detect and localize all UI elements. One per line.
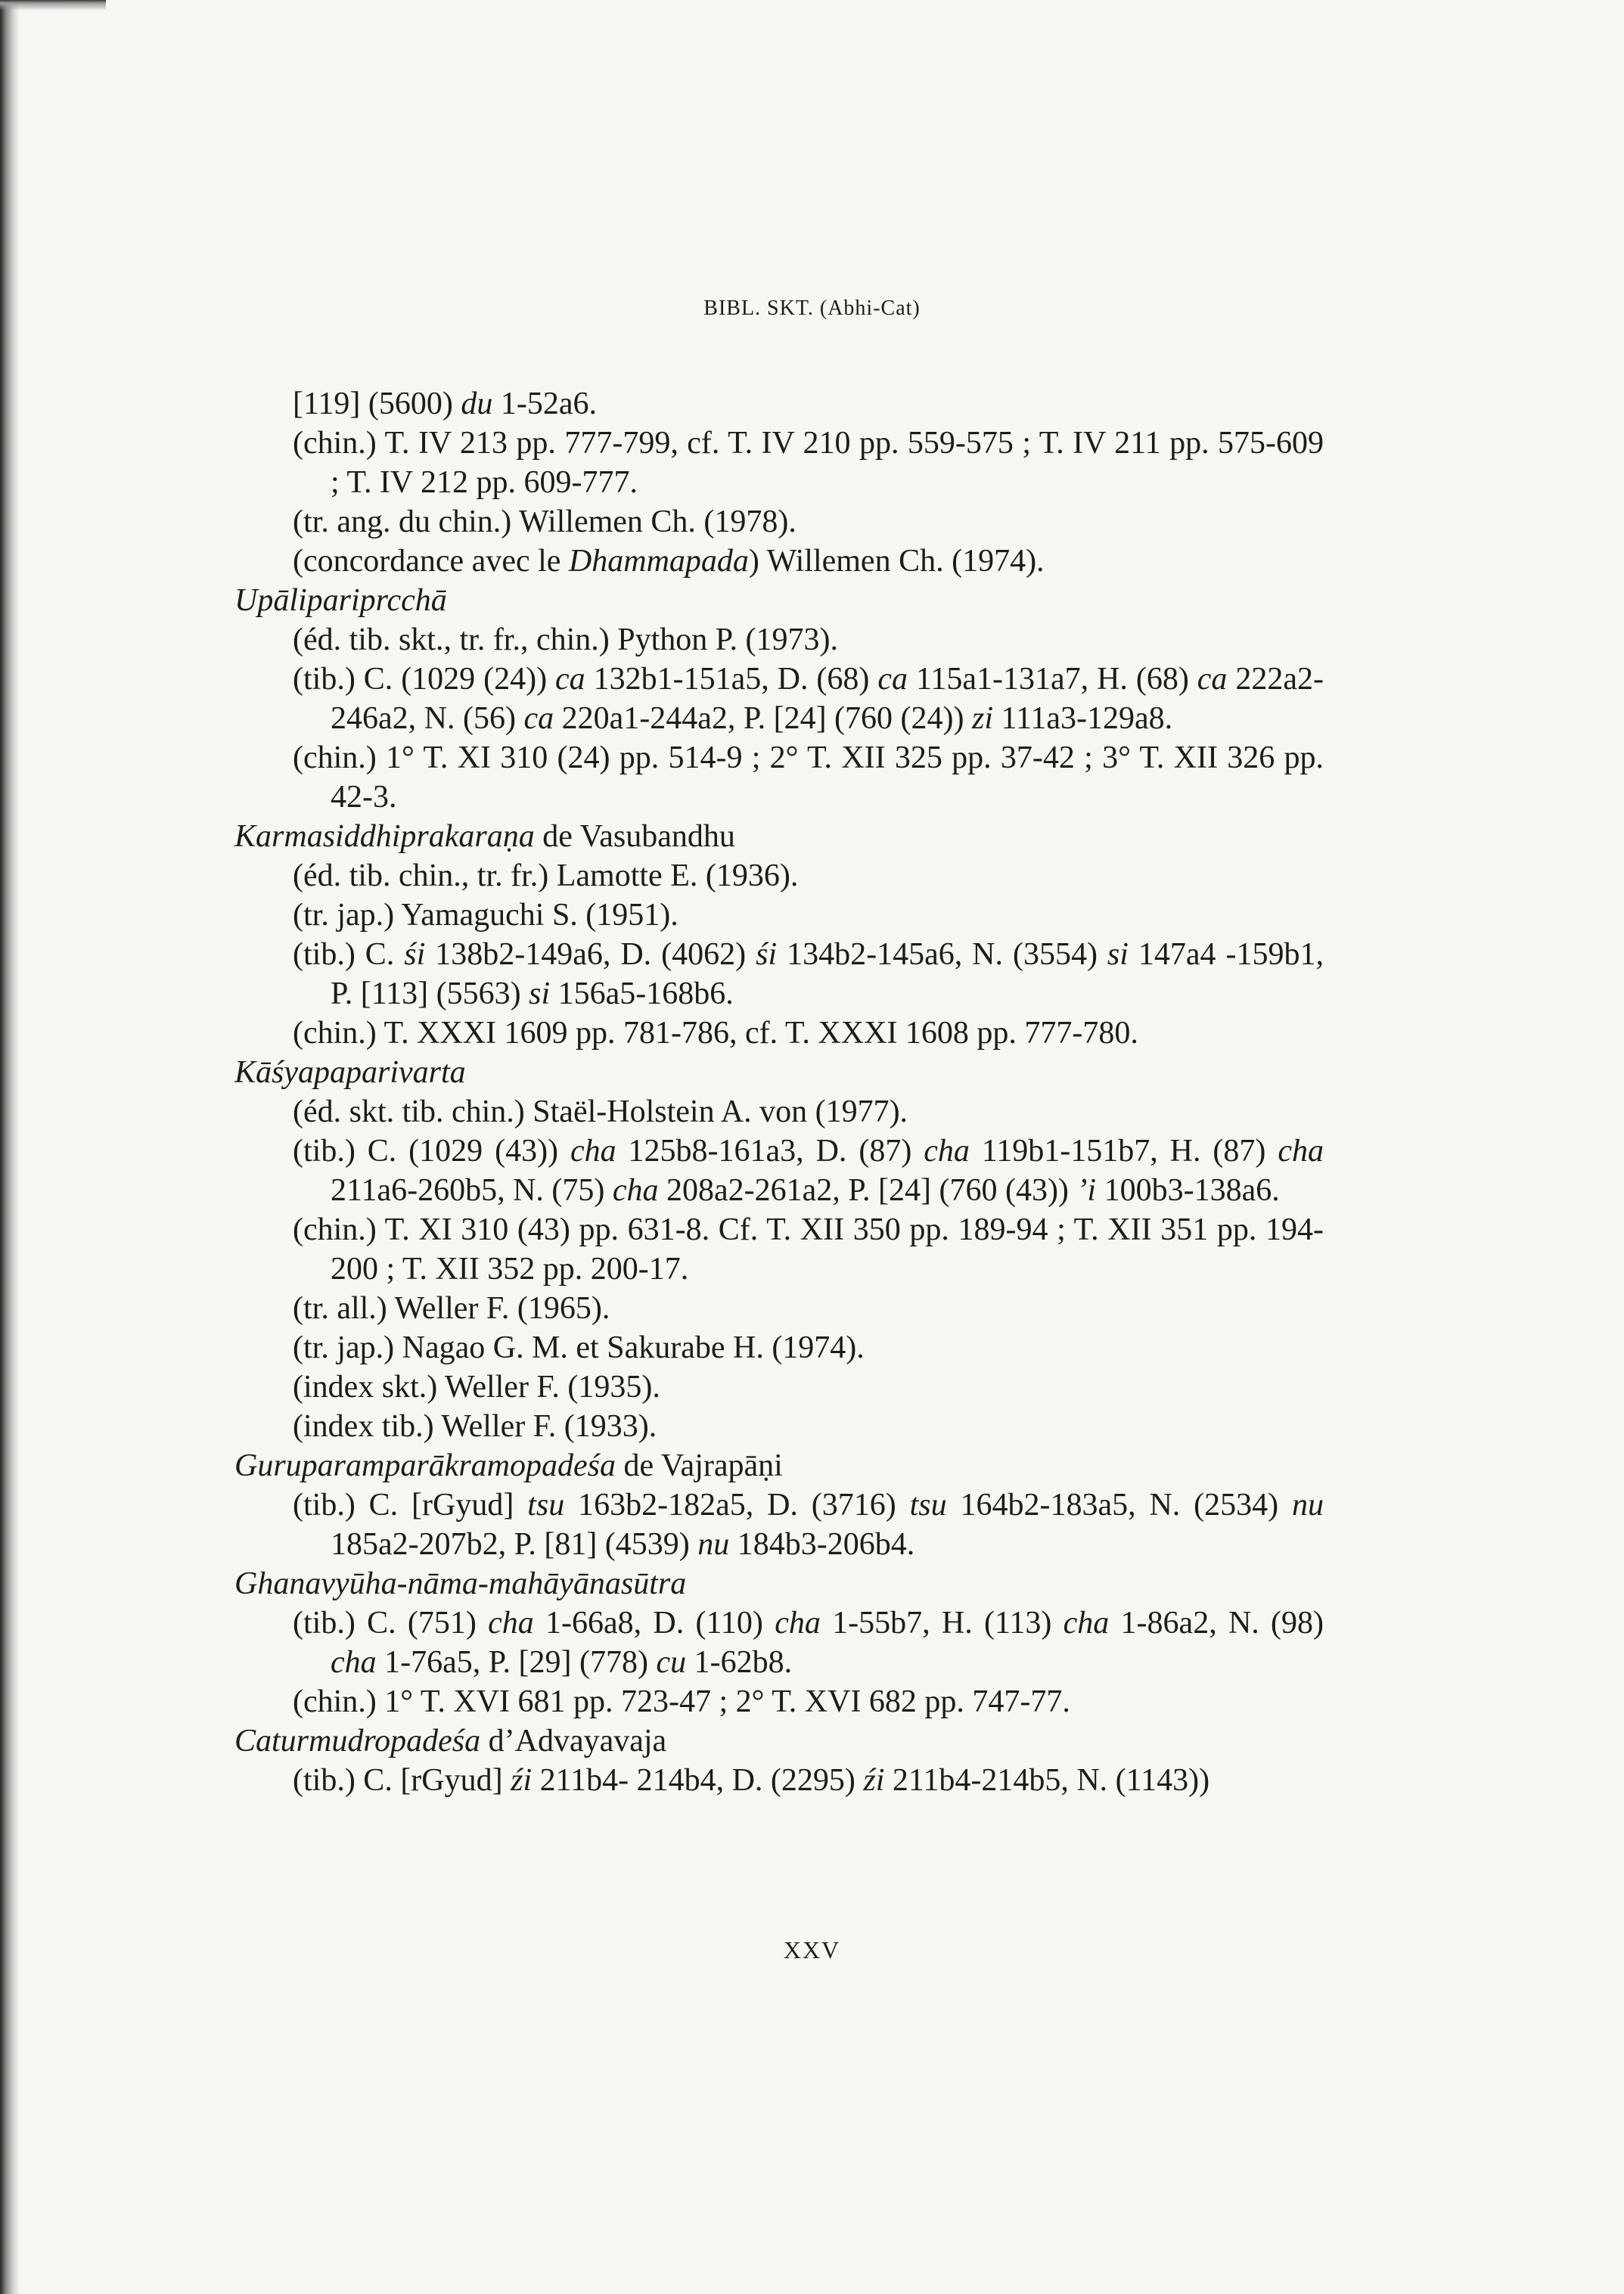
entry-line: (tib.) C. [rGyud] tsu 163b2-182a5, D. (3716) tsu 164b2-183a5, N. (2534) nu 185a2-207b2, P. [81] (4539) nu 184b3-206b4. <box>293 1488 1324 1562</box>
entry-line: (éd. tib. chin., tr. fr.) Lamotte E. (1936). <box>293 858 799 893</box>
entry-line: (index skt.) Weller F. (1935). <box>293 1370 660 1405</box>
entry-line: (chin.) 1° T. XI 310 (24) pp. 514-9 ; 2° T. XII 325 pp. 37-42 ; 3° T. XII 326 pp. 42-3. <box>293 740 1324 815</box>
entry-line: (chin.) T. XI 310 (43) pp. 631-8. Cf. T. XII 350 pp. 189-94 ; T. XII 351 pp. 194-200 ; T. XII 352 pp. 200-17. <box>293 1212 1324 1287</box>
entry-line: (tr. ang. du chin.) Willemen Ch. (1978). <box>293 504 796 539</box>
entry-line: (tr. jap.) Yamaguchi S. (1951). <box>293 898 678 933</box>
running-header: BIBL. SKT. (Abhi-Cat) <box>703 296 921 320</box>
entry-line: (tr. all.) Weller F. (1965). <box>293 1291 610 1326</box>
entry-title: Guruparamparākramopadeśa de Vajrapāṇi <box>234 1448 783 1483</box>
entry-line: (tib.) C. (1029 (24)) ca 132b1-151a5, D. (68) ca 115a1-131a7, H. (68) ca 222a2-246a2, N. (56) ca 220a1-244a2, P. [24] (760 (24)) zi 111a3-129a8. <box>293 662 1324 736</box>
entry-line: (chin.) T. XXXI 1609 pp. 781-786, cf. T. XXXI 1608 pp. 777-780. <box>293 1016 1138 1051</box>
entry-line: (index tib.) Weller F. (1933). <box>293 1409 657 1444</box>
entry-line: (chin.) 1° T. XVI 681 pp. 723-47 ; 2° T. XVI 682 pp. 747-77. <box>293 1684 1070 1719</box>
page-number: XXV <box>783 1936 841 1963</box>
entry-title: Ghanavyūha-nāma-mahāyānasūtra <box>234 1566 687 1601</box>
entry-line: (tib.) C. (751) cha 1-66a8, D. (110) cha 1-55b7, H. (113) cha 1-86a2, N. (98) cha 1-76a5, P. [29] (778) cu 1-62b8. <box>293 1606 1324 1680</box>
entry-line: [119] (5600) du 1-52a6. <box>293 386 598 421</box>
entry-title: Upālipariprcchā <box>234 583 447 618</box>
entry-line: (éd. skt. tib. chin.) Staël-Holstein A. von (1977). <box>293 1094 908 1129</box>
bibliography-body <box>234 384 1324 1800</box>
entry-title: Karmasiddhiprakaraṇa de Vasubandhu <box>234 819 735 854</box>
entry-line: (tr. jap.) Nagao G. M. et Sakurabe H. (1974). <box>293 1330 865 1365</box>
scan-corner-shadow <box>0 0 106 45</box>
entry-line: (éd. tib. skt., tr. fr., chin.) Python P. (1973). <box>293 622 838 657</box>
entry-line: (tib.) C. (1029 (43)) cha 125b8-161a3, D. (87) cha 119b1-151b7, H. (87) cha 211a6-260b5, N. (75) cha 208a2-261a2, P. [24] (760 (43)) ’i 100b3-138a6. <box>293 1134 1324 1208</box>
entry-line: (concordance avec le Dhammapada) Willemen Ch. (1974). <box>293 544 1045 579</box>
entry-title: Caturmudropadeśa d’Advayavaja <box>234 1724 667 1759</box>
entry-line: (tib.) C. [rGyud] źi 211b4- 214b4, D. (2295) źi 211b4-214b5, N. (1143)) <box>293 1763 1210 1798</box>
entry-title: Kāśyapaparivarta <box>234 1055 466 1090</box>
entry-line: (tib.) C. śi 138b2-149a6, D. (4062) śi 134b2-145a6, N. (3554) si 147a4 -159b1, P. [113] (5563) si 156a5-168b6. <box>293 937 1324 1011</box>
entry-line: (chin.) T. IV 213 pp. 777-799, cf. T. IV 210 pp. 559-575 ; T. IV 211 pp. 575-609 ; T. IV 212 pp. 609-777. <box>293 426 1324 500</box>
